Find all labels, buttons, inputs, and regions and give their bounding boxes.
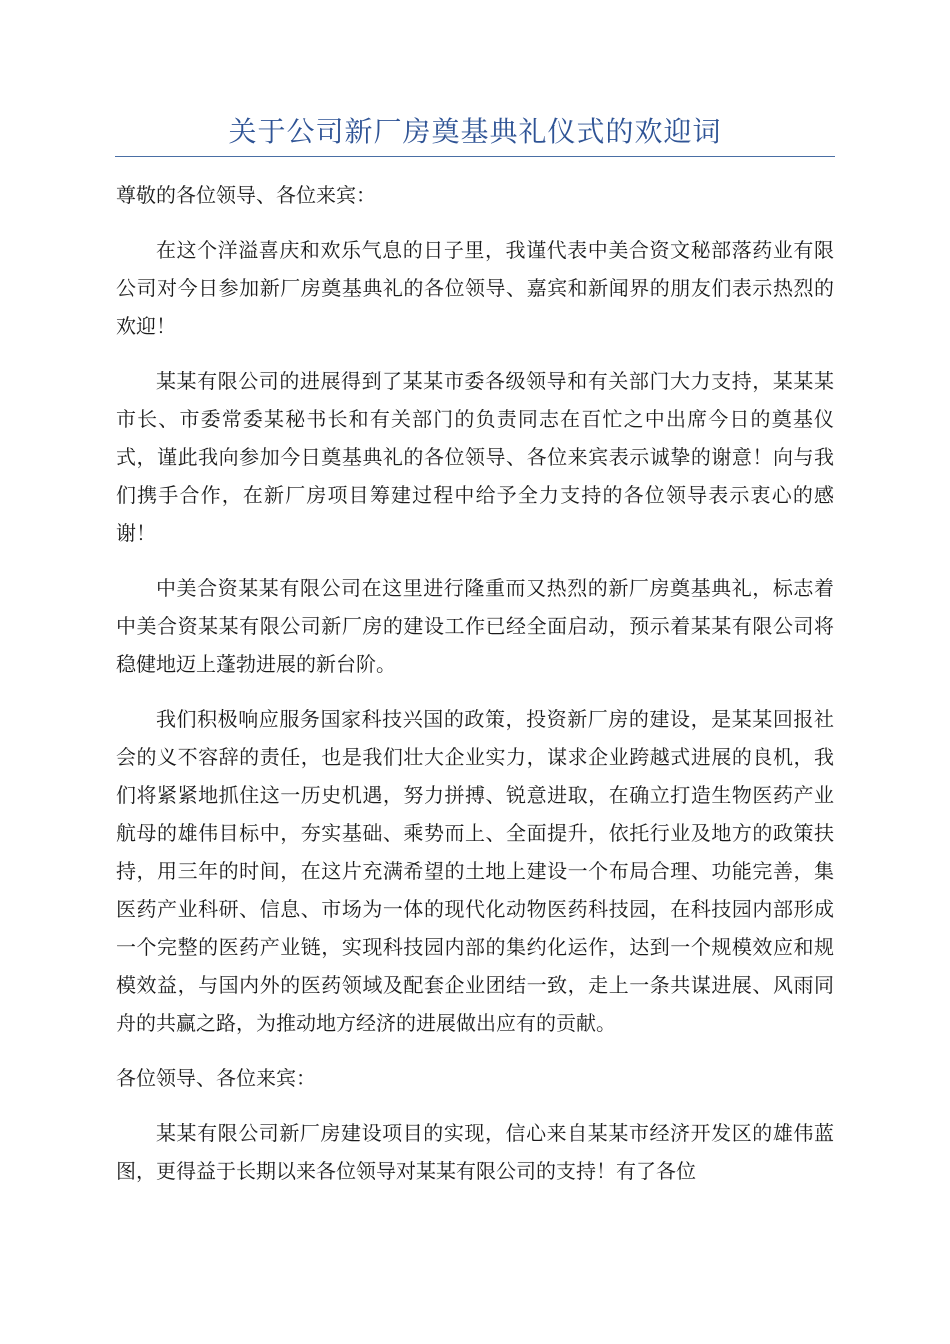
paragraph-closing: 某某有限公司新厂房建设项目的实现，信心来自某某市经济开发区的雄伟蓝图，更得益于长期以来各位领导对某某有限公司的支持！有了各位 [116, 1121, 834, 1183]
salutation: 尊敬的各位领导、各位来宾： [116, 183, 376, 207]
paragraph-significance: 中美合资某某有限公司在这里进行隆重而又热烈的新厂房奠基典礼，标志着中美合资某某有限公司新厂房的建设工作已经全面启动，预示着某某有限公司将稳健地迈上蓬勃进展的新台阶。 [116, 576, 834, 676]
document-title: 关于公司新厂房奠基典礼仪式的欢迎词 [228, 115, 722, 148]
document-body [116, 176, 834, 1207]
paragraph-welcome: 在这个洋溢喜庆和欢乐气息的日子里，我谨代表中美合资文秘部落药业有限公司对今日参加新厂房奠基典礼的各位领导、嘉宾和新闻界的朋友们表示热烈的欢迎！ [116, 238, 834, 338]
paragraph-thanks: 某某有限公司的进展得到了某某市委各级领导和有关部门大力支持，某某某市长、市委常委某秘书长和有关部门的负责同志在百忙之中出席今日的奠基仪式，谨此我向参加今日奠基典礼的各位领导、各位来宾表示诚挚的谢意！向与我们携手合作，在新厂房项目筹建过程中给予全力支持的各位领导表示衷心的感谢！ [116, 369, 834, 545]
title-block [115, 112, 835, 157]
paragraph-plan: 我们积极响应服务国家科技兴国的政策，投资新厂房的建设，是某某回报社会的义不容辞的责任，也是我们壮大企业实力，谋求企业跨越式进展的良机，我们将紧紧地抓住这一历史机遇，努力拼搏、锐意进取，在确立打造生物医药产业航母的雄伟目标中，夯实基础、乘势而上、全面提升，依托行业及地方的政策扶持，用三年的时间，在这片充满希望的土地上建设一个布局合理、功能完善，集医药产业科研、信息、市场为一体的现代化动物医药科技园，在科技园内部形成一个完整的医药产业链，实现科技园内部的集约化运作，达到一个规模效应和规模效益，与国内外的医药领域及配套企业团结一致，走上一条共谋进展、风雨同舟的共赢之路，为推动地方经济的进展做出应有的贡献。 [116, 707, 834, 1035]
salutation-second: 各位领导、各位来宾： [116, 1066, 316, 1090]
